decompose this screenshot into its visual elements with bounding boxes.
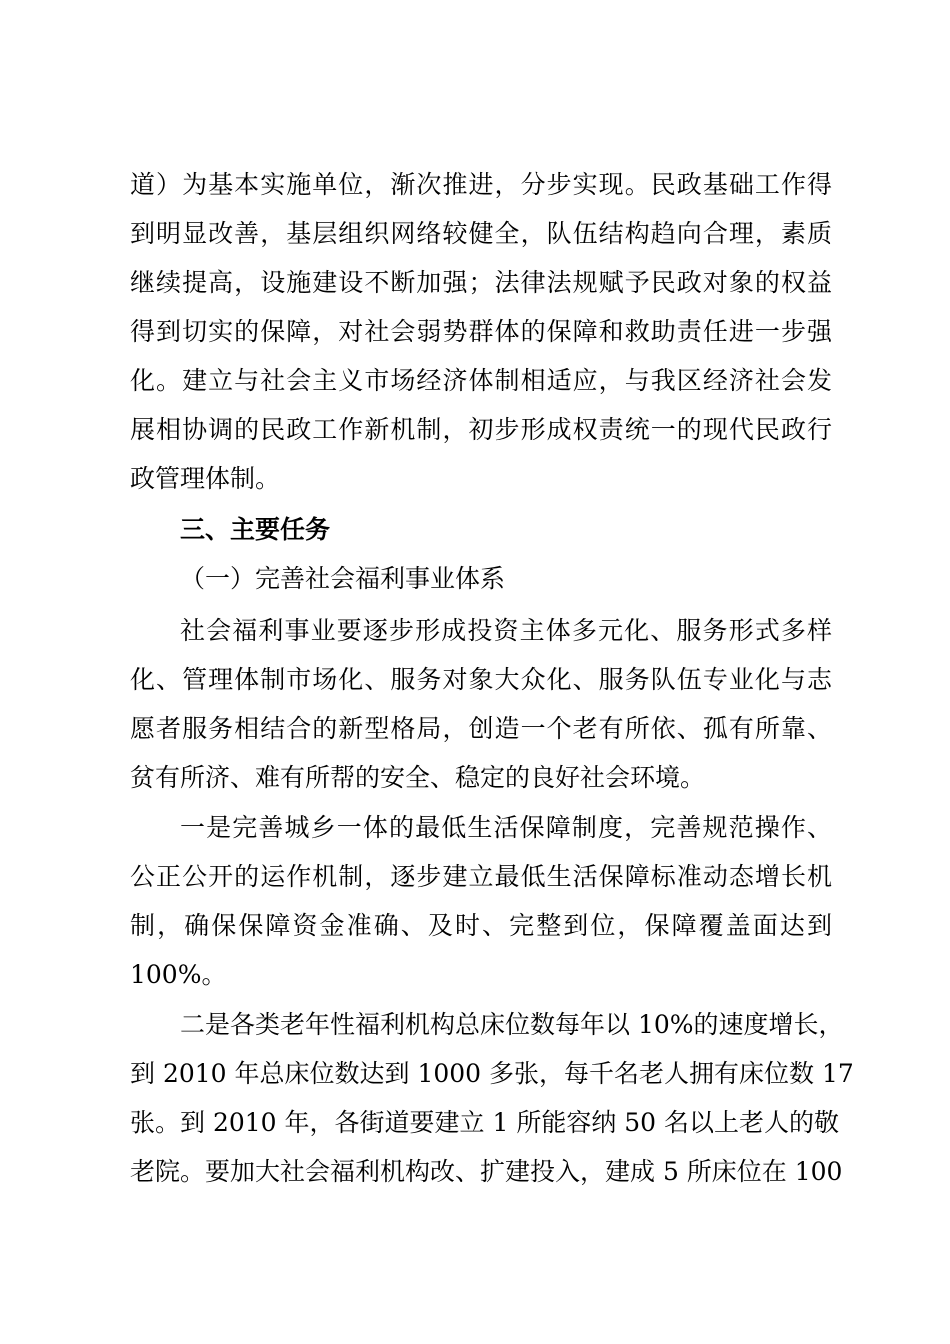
paragraph-line: 制，确保保障资金准确、及时、完整到位，保障覆盖面达到: [130, 911, 832, 940]
paragraph-line: 展相协调的民政工作新机制，初步形成权责统一的现代民政行: [130, 415, 832, 444]
paragraph-line: 二是各类老年性福利机构总床位数每年以 10%的速度增长，: [180, 1010, 844, 1039]
paragraph-line: 100%。: [130, 960, 227, 989]
paragraph-line: 到 2010 年总床位数达到 1000 多张，每千名老人拥有床位数 17: [130, 1059, 854, 1088]
subsection-heading: （一）完善社会福利事业体系: [180, 564, 506, 593]
paragraph-line: 得到切实的保障，对社会弱势群体的保障和救助责任进一步强: [130, 317, 832, 346]
section-heading: 三、主要任务: [180, 515, 331, 544]
paragraph-line: 一是完善城乡一体的最低生活保障制度，完善规范操作、: [180, 813, 832, 842]
paragraph-line: 愿者服务相结合的新型格局，创造一个老有所依、孤有所靠、: [130, 714, 832, 743]
paragraph-line: 化。建立与社会主义市场经济体制相适应，与我区经济社会发: [130, 366, 832, 395]
paragraph-line: 政管理体制。: [130, 464, 281, 493]
paragraph-line: 社会福利事业要逐步形成投资主体多元化、服务形式多样: [180, 616, 832, 645]
paragraph-line: 化、管理体制市场化、服务对象大众化、服务队伍专业化与志: [130, 665, 832, 694]
paragraph-line: 公正公开的运作机制，逐步建立最低生活保障标准动态增长机: [130, 862, 832, 891]
paragraph-line: 到明显改善，基层组织网络较健全，队伍结构趋向合理，素质: [130, 219, 832, 248]
paragraph-line: 张。到 2010 年，各街道要建立 1 所能容纳 50 名以上老人的敬: [130, 1108, 840, 1137]
paragraph-line: 道）为基本实施单位，渐次推进，分步实现。民政基础工作得: [130, 170, 832, 199]
paragraph-line: 贫有所济、难有所帮的安全、稳定的良好社会环境。: [130, 763, 706, 792]
paragraph-line: 老院。要加大社会福利机构改、扩建投入，建成 5 所床位在 100: [130, 1157, 843, 1186]
paragraph-line: 继续提高，设施建设不断加强；法律法规赋予民政对象的权益: [130, 268, 832, 297]
